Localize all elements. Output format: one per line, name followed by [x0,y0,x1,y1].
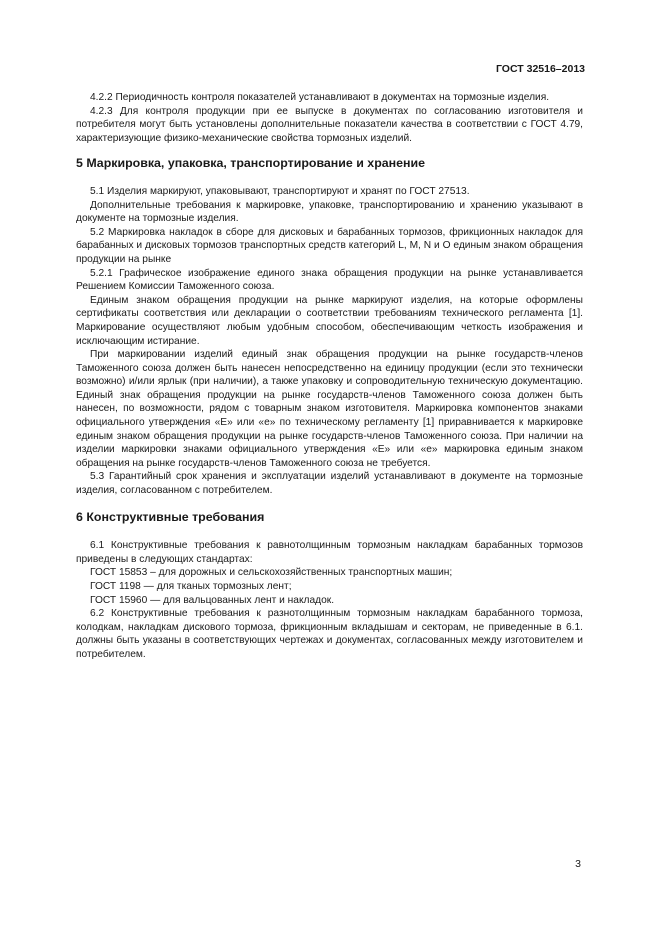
paragraph: 5.2.1 Графическое изображение единого знака обращения продукции на рынке устанавливается Решением Комиссии Таможенного союза. [76,267,583,293]
page-number: 3 [575,858,581,870]
list-item: ГОСТ 15853 – для дорожных и сельскохозяйственных транспортных машин; [90,567,453,579]
paragraph: 4.2.2 Периодичность контроля показателей устанавливают в документах на тормозные изделия. [90,92,550,103]
document-body [76,91,583,662]
list-item: ГОСТ 15960 — для вальцованных лент и накладок. [90,594,335,606]
paragraph: 5.1 Изделия маркируют, упаковывают, транспортируют и хранят по ГОСТ 27513. [90,185,470,197]
document-code: ГОСТ 32516–2013 [495,63,585,75]
paragraph: 4.2.3 Для контроля продукции при ее выпуске в документах по согласованию изготовителя и потребителя могут быть установлены дополнительные показатели качества в соответствии с ГОСТ 4.79, характеризующие физико-механические свойства тормозных изделий. [76,105,583,144]
paragraph: 6.1 Конструктивные требования к равнотолщинным тормозным накладкам барабанных тормозов приведены в следующих стандартах: [76,540,583,565]
paragraph: 5.3 Гарантийный срок хранения и эксплуатации изделий устанавливают в документе на тормозные изделия, согласованном с потребителем. [76,471,583,497]
section-heading: 5 Маркировка, упаковка, транспортирование и хранение [76,156,426,171]
section-heading: 6 Конструктивные требования [76,509,265,524]
paragraph: Дополнительные требования к маркировке, упаковке, транспортированию и хранению указывают в документе на тормозные изделия. [76,199,583,225]
paragraph: 5.2 Маркировка накладок в сборе для дисковых и барабанных тормозов, фрикционных накладок для барабанных и дисковых тормозов транспортных средств категорий L, M, N и O единым знаком обращения продукции на рынке [76,226,583,265]
paragraph: 6.2 Конструктивные требования к разнотолщинным тормозным накладкам барабанного тормоза, колодкам, накладкам дискового тормоза, фрикционным вкладышам и секторам, не приведенные в 6.1. должны быть указаны в соответствующих чертежах и документах, согласованных между изготовителем и потребителем. [76,608,583,660]
paragraph: При маркировании изделий единый знак обращения продукции на рынке государств-членов Таможенного союза должен быть нанесен непосредственно на единицу продукции (если это технически возможно) и/или ярлык (при наличии), а также упаковку и сопроводительную техническую документацию. Единый знак обращения продукции на рынке государств-членов Таможенного союза должен быть нанесен, по возможности, рядом с товарным знаком изготовителя. Маркировка компонентов знаками официального утверждения «E» или «e» по техническому регламенту [1] приравнивается к маркировке единым знаком обращения продукции на рынке государств-членов Таможенного союза. При наличии на изделии маркировки знаками официального утверждения «E» или «e» маркировка единым знаком обращения на рынке государств-членов Таможенного союза не требуется. [76,349,583,469]
list-item: ГОСТ 1198 — для тканых тормозных лент; [90,581,292,592]
paragraph: Единым знаком обращения продукции на рынке маркируют изделия, на которые оформлены сертификаты соответствия или декларации о соответствии требованиям технического регламента [1]. Маркирование осуществляют любым удобным способом, обеспечивающим четкость изображения и исключающим истирание. [76,294,583,347]
